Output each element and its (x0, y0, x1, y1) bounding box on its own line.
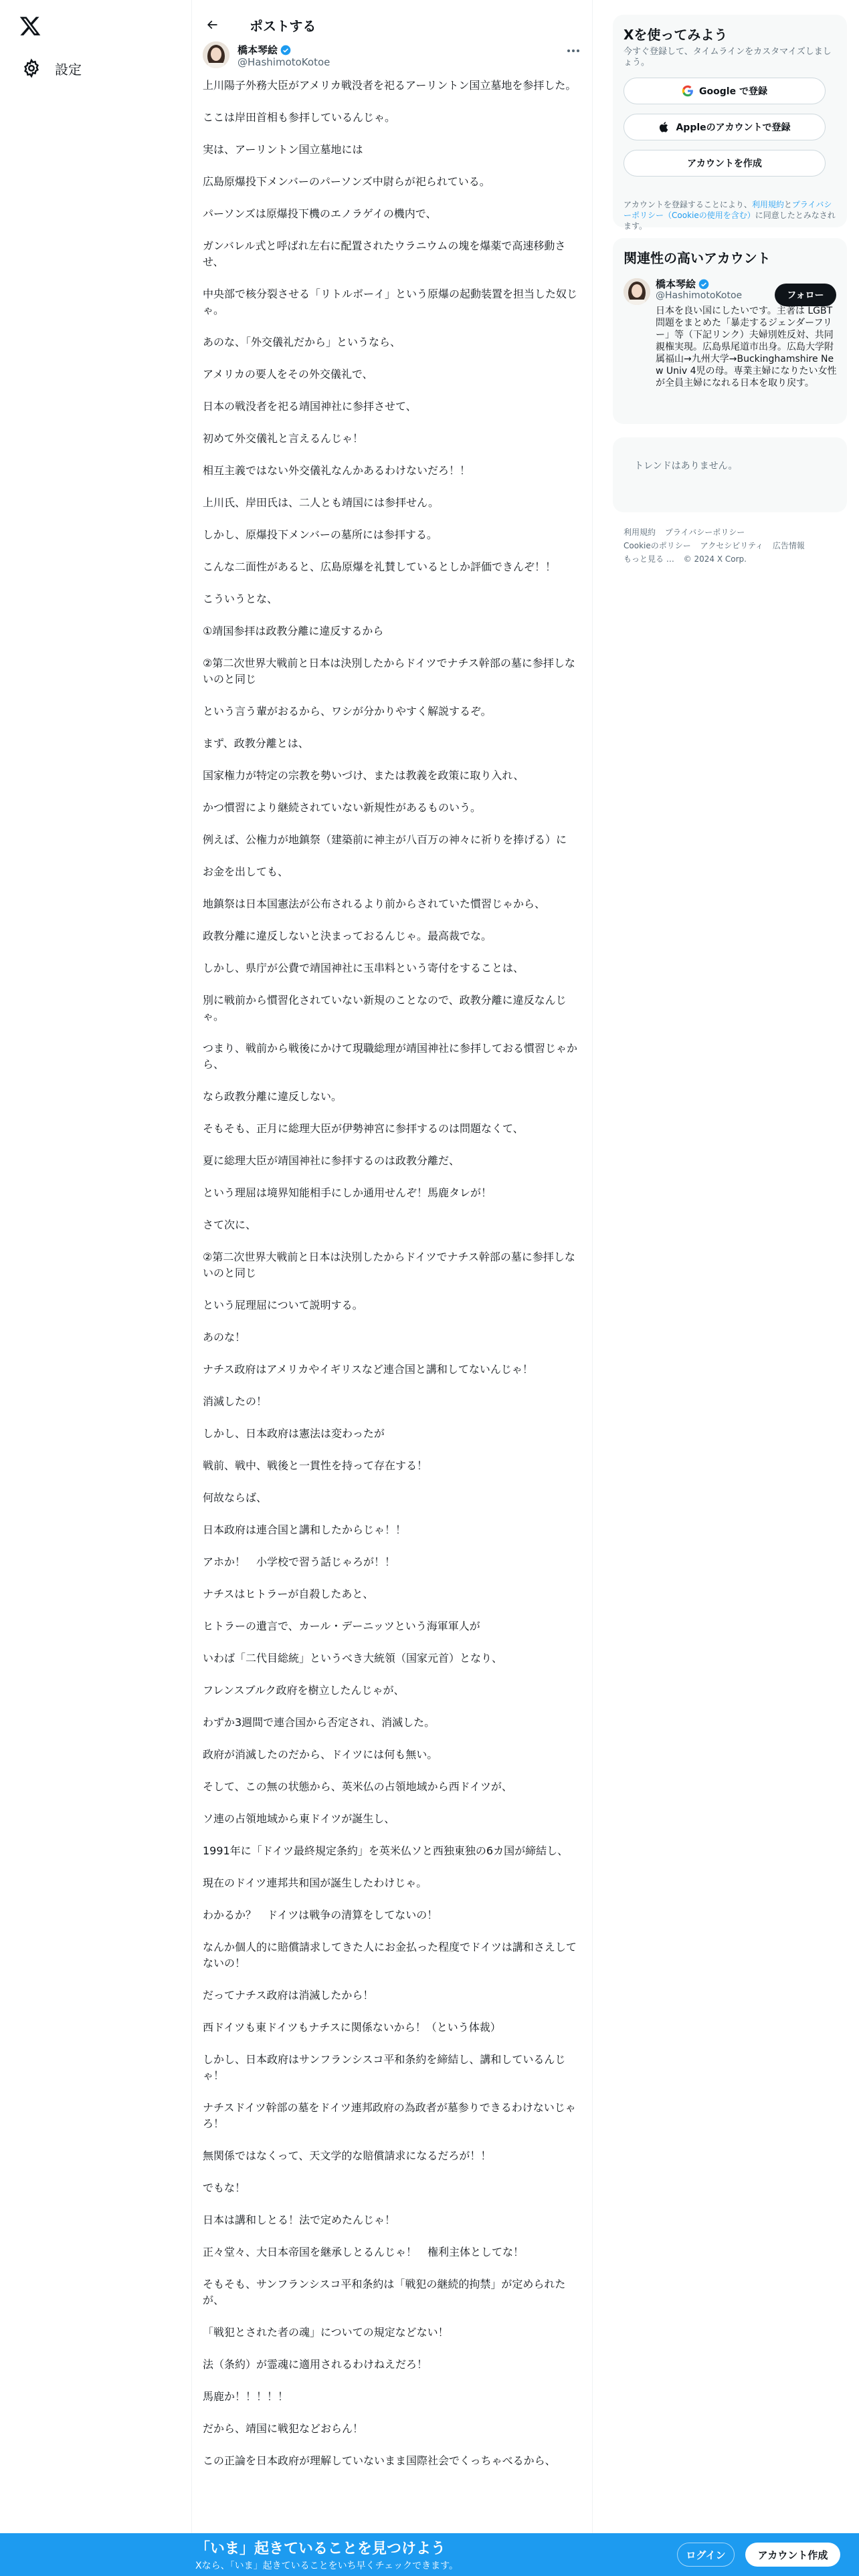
post-paragraph: ここは岸田首相も参拝しているんじゃ。 (203, 111, 396, 124)
create-account-button[interactable] (624, 150, 826, 177)
post-paragraph: 戦前、戦中、戦後と一貫性を持って存在する！ (203, 1459, 428, 1472)
post-paragraph: なら政教分離に違反しない。 (203, 1090, 343, 1103)
post-paragraph: いわば「二代目総統」というべき大統領（国家元首）となり、 (203, 1652, 503, 1665)
post-paragraph: 相互主義ではない外交儀礼なんかあるわけないだろ！！ (203, 464, 471, 477)
verified-badge-icon (280, 45, 291, 56)
post-paragraph: あのな！ (203, 1331, 246, 1344)
avatar[interactable] (203, 41, 229, 68)
footer-link[interactable]: 広告情報 (772, 541, 805, 550)
privacy-link[interactable]: プライバシーポリシー（Cookieの使用を含む） (624, 200, 832, 220)
post-paragraph: ガンバレル式と呼ばれ左右に配置されたウラニウムの塊を爆薬で高速移動させ、 (203, 239, 566, 268)
related-name[interactable] (656, 277, 709, 291)
footer-link[interactable]: アクセシビリティ (700, 541, 764, 550)
footer-links (624, 526, 838, 566)
post-paragraph: 馬鹿か！！！！！ (203, 2390, 289, 2403)
post-paragraph: あのな、「外交儀礼だから」というなら、 (203, 336, 401, 348)
post-paragraph: 正々堂々、大日本帝国を継承しとるんじゃ！ 権利主体としてな！ (203, 2246, 524, 2258)
post-paragraph: 実は、アーリントン国立墓地には (203, 143, 363, 156)
google-signup-label: Google で登録 (699, 86, 767, 97)
post-paragraph: しかし、原爆投下メンバーの墓所には参拝する。 (203, 528, 438, 541)
post-paragraph: まず、政教分離とは、 (203, 737, 309, 750)
banner-title: 「いま」起きていることを見つけよう (195, 2541, 446, 2557)
post-paragraph: ナチスドイツ幹部の墓をドイツ連邦政府の為政者が墓参りできるわけないじゃろ！ (203, 2101, 576, 2130)
post-paragraph: という言う輩がおるから、ワシが分かりやすく解説するぞ。 (203, 705, 492, 718)
arrow-left-icon (205, 18, 219, 31)
google-signup-button[interactable] (624, 78, 826, 104)
trends-empty-text: トレンドはありません。 (634, 461, 738, 471)
post-text (203, 78, 583, 2485)
post-paragraph: かつ慣習により継続されていない新規性があるものいう。 (203, 801, 482, 814)
nav-settings-label: 設定 (55, 61, 82, 78)
footer-link[interactable]: 利用規約 (624, 528, 656, 537)
post-paragraph: しかし、日本政府は憲法は変わったが (203, 1427, 385, 1440)
apple-signup-label: Appleのアカウントで登録 (676, 122, 791, 133)
post-paragraph: わずか3週間で連合国から否定され、消滅した。 (203, 1716, 436, 1729)
nav-settings[interactable] (13, 51, 90, 86)
terms-link[interactable]: 利用規約 (751, 200, 784, 209)
post-paragraph: この正論を日本政府が理解していないまま国際社会でくっちゃべるから、 (203, 2454, 556, 2467)
post-paragraph: でもな！ (203, 2181, 246, 2194)
post-paragraph: 日本の戦没者を祀る靖国神社に参拝させて、 (203, 400, 417, 413)
post-paragraph: 上川氏、岸田氏は、二人とも靖国には参拝せん。 (203, 496, 439, 509)
gear-icon (21, 58, 41, 78)
post-paragraph: しかし、日本政府はサンフランシスコ平和条約を締結し、講和しているんじゃ！ (203, 2053, 566, 2082)
bottom-signup-banner (0, 2533, 859, 2576)
post-paragraph: 夏に総理大臣が靖国神社に参拝するのは政教分離だ、 (203, 1154, 460, 1167)
post-paragraph: パーソンズは原爆投下機のエノラゲイの機内で、 (203, 207, 437, 220)
post-paragraph: ①靖国参拝は政教分離に違反するから (203, 625, 384, 637)
x-logo-icon[interactable] (19, 15, 41, 37)
post-paragraph: アホか！ 小学校で習う話じゃろが！！ (203, 1555, 396, 1568)
post-paragraph: 政府が消滅したのだから、ドイツには何も無い。 (203, 1748, 438, 1761)
back-button[interactable] (200, 13, 224, 37)
post-paragraph: こんな二面性があると、広島原爆を礼賛しているとしか評価できんぞ！！ (203, 560, 557, 573)
left-nav (0, 0, 191, 2576)
post-paragraph: ②第二次世界大戦前と日本は決別したからドイツでナチス幹部の墓に参拝しないのと同じ (203, 1251, 575, 1279)
author-name-text: 橋本琴絵 (237, 44, 278, 56)
post-paragraph: ナチス政府はアメリカやイギリスなど連合国と講和してないんじゃ！ (203, 1363, 533, 1376)
post-paragraph: 上川陽子外務大臣がアメリカ戦没者を祀るアーリントン国立墓地を参拝した。 (203, 79, 577, 92)
copyright: © 2024 X Corp. (683, 554, 747, 564)
post-paragraph: 「戦犯とされた者の魂」についての規定などない！ (203, 2326, 449, 2339)
post-paragraph: ヒトラーの遺言で、カール・デーニッツという海軍軍人が (203, 1620, 480, 1632)
post-paragraph: だってナチス政府は消滅したから！ (203, 1989, 374, 2002)
post-paragraph: という理屈は境界知能相手にしか通用せんぞ！馬鹿タレが！ (203, 1186, 492, 1199)
post-paragraph: ソ連の占領地域から東ドイツが誕生し、 (203, 1812, 395, 1825)
trends-card (613, 437, 847, 512)
more-options-icon[interactable] (565, 44, 581, 58)
create-account-label: アカウントを作成 (687, 158, 762, 169)
post-paragraph: つまり、戦前から戦後にかけて現職総理が靖国神社に参拝しておる慣習じゃから、 (203, 1042, 578, 1071)
terms-mid: と (783, 200, 792, 209)
related-accounts-card (613, 238, 847, 424)
post-paragraph: ②第二次世界大戦前と日本は決別したからドイツでナチス幹部の墓に参拝しないのと同じ (203, 657, 575, 685)
post-paragraph: 1991年に「ドイツ最終規定条約」を英米仏ソと西独東独の6カ国が締結し、 (203, 1844, 569, 1857)
terms-suffix: に同意したとみなされます。 (624, 211, 836, 231)
post-paragraph: そもそも、正月に総理大臣が伊勢神宮に参拝するのは問題なくて、 (203, 1122, 524, 1135)
footer-more-link[interactable]: もっと見る … (624, 554, 674, 564)
post-paragraph: 初めて外交儀礼と言えるんじゃ！ (203, 432, 364, 445)
apple-signup-button[interactable] (624, 114, 826, 140)
post-paragraph: アメリカの要人をその外交儀礼で、 (203, 368, 373, 381)
signup-title: Xを使ってみよう (624, 27, 728, 43)
post-paragraph: 別に戦前から慣習化されていない新規のことなので、政教分離に違反なんじゃ。 (203, 994, 567, 1023)
post-paragraph: なんか個人的に賠償請求してきた人にお金払った程度でドイツは講和さえしてないの！ (203, 1941, 577, 1969)
post-paragraph: そして、この無の状態から、英米仏の占領地域から西ドイツが、 (203, 1780, 512, 1793)
post-paragraph: 西ドイツも東ドイツもナチスに関係ないから！（という体裁） (203, 2021, 501, 2034)
post-paragraph: 法（条約）が霊魂に適用されるわけねえだろ！ (203, 2358, 428, 2371)
main-column (191, 0, 593, 2576)
post-paragraph: 中央部で核分裂させる「リトルボーイ」という原爆の起動装置を担当した奴じゃ。 (203, 288, 578, 316)
footer-link[interactable]: プライバシーポリシー (664, 528, 745, 537)
post-paragraph: 日本は講和しとる！法で定めたんじゃ！ (203, 2214, 396, 2226)
footer-row (624, 539, 838, 552)
post-paragraph: 国家権力が特定の宗教を勢いづけ、または教義を政策に取り入れ、 (203, 769, 524, 782)
post-paragraph: フレンスブルク政府を樹立したんじゃが、 (203, 1684, 405, 1697)
footer-row (624, 526, 838, 539)
terms-prefix: アカウントを登録することにより、 (624, 200, 752, 209)
post-paragraph: 政教分離に違反しないと決まっておるんじゃ。最高裁でな。 (203, 930, 492, 942)
post-paragraph: しかし、県庁が公費で靖国神社に玉串料という寄付をすることは、 (203, 962, 524, 974)
post-paragraph: ナチスはヒトラーが自殺したあと、 (203, 1588, 374, 1600)
post-paragraph: 地鎮祭は日本国憲法が公布されるより前からされていた慣習じゃから、 (203, 897, 546, 910)
page-title: ポストする (250, 17, 316, 34)
footer-row (624, 552, 838, 566)
author-name[interactable] (237, 43, 291, 57)
signup-subtitle: 今すぐ登録して、タイムラインをカスタマイズしましょう。 (624, 47, 832, 68)
author-handle[interactable]: @HashimotoKotoe (237, 56, 330, 68)
google-icon (682, 85, 694, 97)
related-name-text: 橋本琴絵 (656, 278, 696, 290)
post-paragraph: お金を出しても、 (203, 865, 289, 878)
post-paragraph: 広島原爆投下メンバーのパーソンズ中尉らが祀られている。 (203, 175, 490, 188)
related-avatar[interactable] (624, 278, 650, 305)
post-paragraph: そもそも、サンフランシスコ平和条約は「戦犯の継続的拘禁」が定められたが、 (203, 2278, 566, 2306)
post-paragraph: 何故ならば、 (203, 1491, 268, 1504)
post-author (203, 41, 581, 74)
post-paragraph: だから、靖国に戦犯などおらん！ (203, 2422, 364, 2435)
post-paragraph: 無関係ではなくって、天文学的な賠償請求になるだろが！！ (203, 2149, 492, 2162)
post-paragraph: さて次に、 (203, 1218, 257, 1231)
related-handle[interactable]: @HashimotoKotoe (656, 290, 743, 301)
verified-badge-icon (698, 279, 709, 290)
footer-link[interactable]: Cookieのポリシー (624, 541, 691, 550)
signup-card (613, 15, 847, 231)
terms-notice (624, 199, 836, 231)
post-paragraph: わかるか？ ドイツは戦争の清算をしてないの！ (203, 1909, 438, 1921)
post-paragraph: 消滅したの！ (203, 1395, 268, 1408)
apple-icon (658, 121, 670, 133)
follow-button[interactable]: フォロー (775, 284, 836, 306)
related-bio: 日本を良い国にしたいです。主著は LGBT問題をまとめた「暴走するジェンダーフリー」等（下記リンク）夫婦別姓反対、共同親権実現。広島県尾道市出身。広島大学附属福山→九州大学→Buckinghamshire New Univ 4児の母。専業主婦になりたい女性が全員主婦になれる日本を取り戻す。 (656, 306, 837, 389)
related-title: 関連性の高いアカウント (624, 250, 771, 266)
post-paragraph: 日本政府は連合国と講和したからじゃ！！ (203, 1523, 407, 1536)
banner-subtitle: Xなら、「いま」起きていることをいち早くチェックできます。 (195, 2561, 459, 2571)
post-paragraph: という屁理屈について説明する。 (203, 1299, 363, 1311)
login-button[interactable]: ログイン (677, 2543, 735, 2567)
post-paragraph: 例えば、公権力が地鎮祭（建築前に神主が八百万の神々に祈りを捧げる）に (203, 833, 567, 846)
signup-button[interactable]: アカウント作成 (745, 2543, 840, 2567)
post-paragraph: こういうとな、 (203, 593, 278, 605)
post-paragraph: 現在のドイツ連邦共和国が誕生したわけじゃ。 (203, 1876, 427, 1889)
